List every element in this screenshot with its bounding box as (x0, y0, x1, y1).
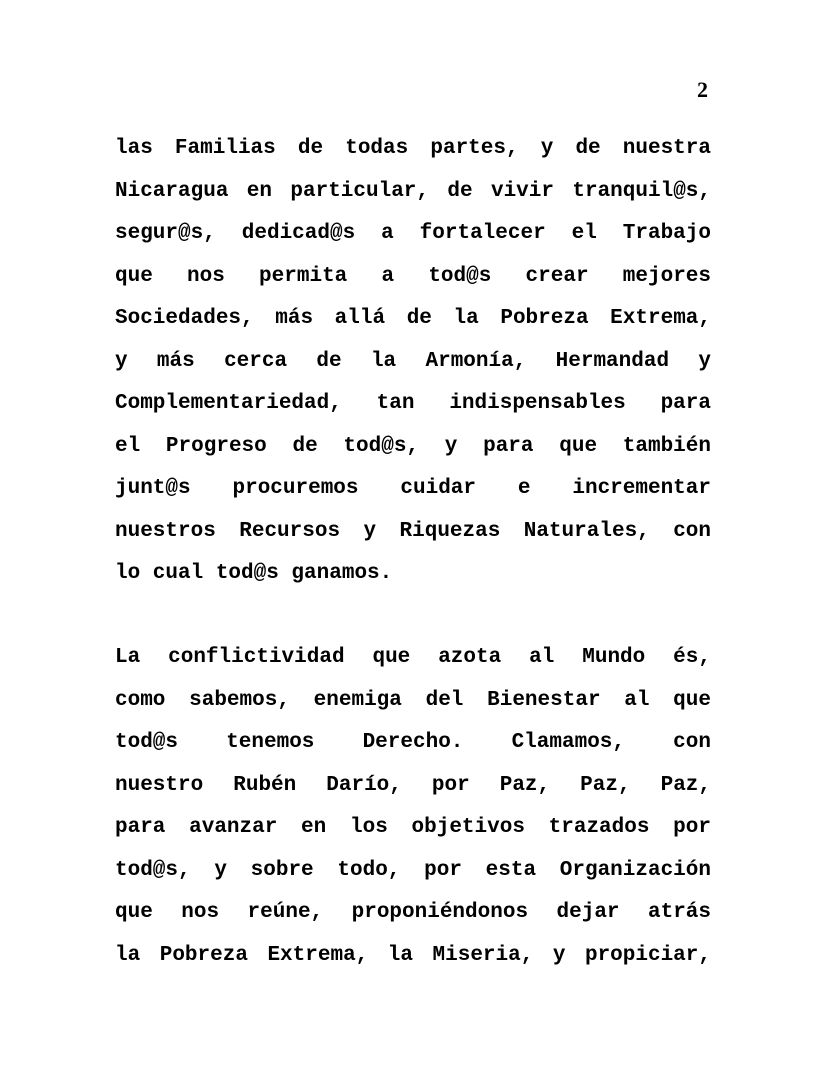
paragraph-1-line-1: las Familias de todas partes, y de nuestra (115, 137, 711, 160)
paragraph-2-line-4: nuestro Rubén Darío, por Paz, Paz, Paz, (115, 773, 711, 797)
paragraph-2-line-6: tod@s, y sobre todo, por esta Organización (115, 858, 711, 882)
page-number: 2 (697, 77, 708, 102)
paragraph-1-line-11: lo cual tod@s ganamos. (115, 562, 393, 585)
paragraph-1-line-2: Nicaragua en particular, de vivir tranquil@s, (115, 179, 711, 203)
paragraph-2-line-5: para avanzar en los objetivos trazados por (115, 816, 711, 839)
paragraph-2-line-1: La conflictividad que azota al Mundo és, (115, 646, 711, 669)
paragraph-2-line-7: que nos reúne, proponiéndonos dejar atrás (115, 901, 711, 924)
paragraph-1-line-9: junt@s procuremos cuidar e incrementar (115, 477, 711, 500)
paragraph-2-line-3: tod@s tenemos Derecho. Clamamos, con (115, 731, 711, 754)
paragraph-2 (115, 637, 711, 977)
paragraph-1-line-3: segur@s, dedicad@s a fortalecer el Trabajo (115, 222, 711, 245)
paragraph-1-line-6: y más cerca de la Armonía, Hermandad y (115, 349, 711, 373)
paragraph-1-line-4: que nos permita a tod@s crear mejores (115, 264, 711, 288)
paragraph-2-line-2: como sabemos, enemiga del Bienestar al que (115, 688, 711, 712)
paragraph-2-line-8: la Pobreza Extrema, la Miseria, y propiciar, (115, 943, 711, 967)
paragraph-1 (115, 128, 711, 596)
paragraph-1-line-10: nuestros Recursos y Riquezas Naturales, con (115, 519, 711, 543)
paragraph-1-line-5: Sociedades, más allá de la Pobreza Extrema, (115, 307, 711, 330)
paragraph-1-line-7: Complementariedad, tan indispensables para (115, 392, 711, 415)
paragraph-1-line-8: el Progreso de tod@s, y para que también (115, 434, 711, 458)
